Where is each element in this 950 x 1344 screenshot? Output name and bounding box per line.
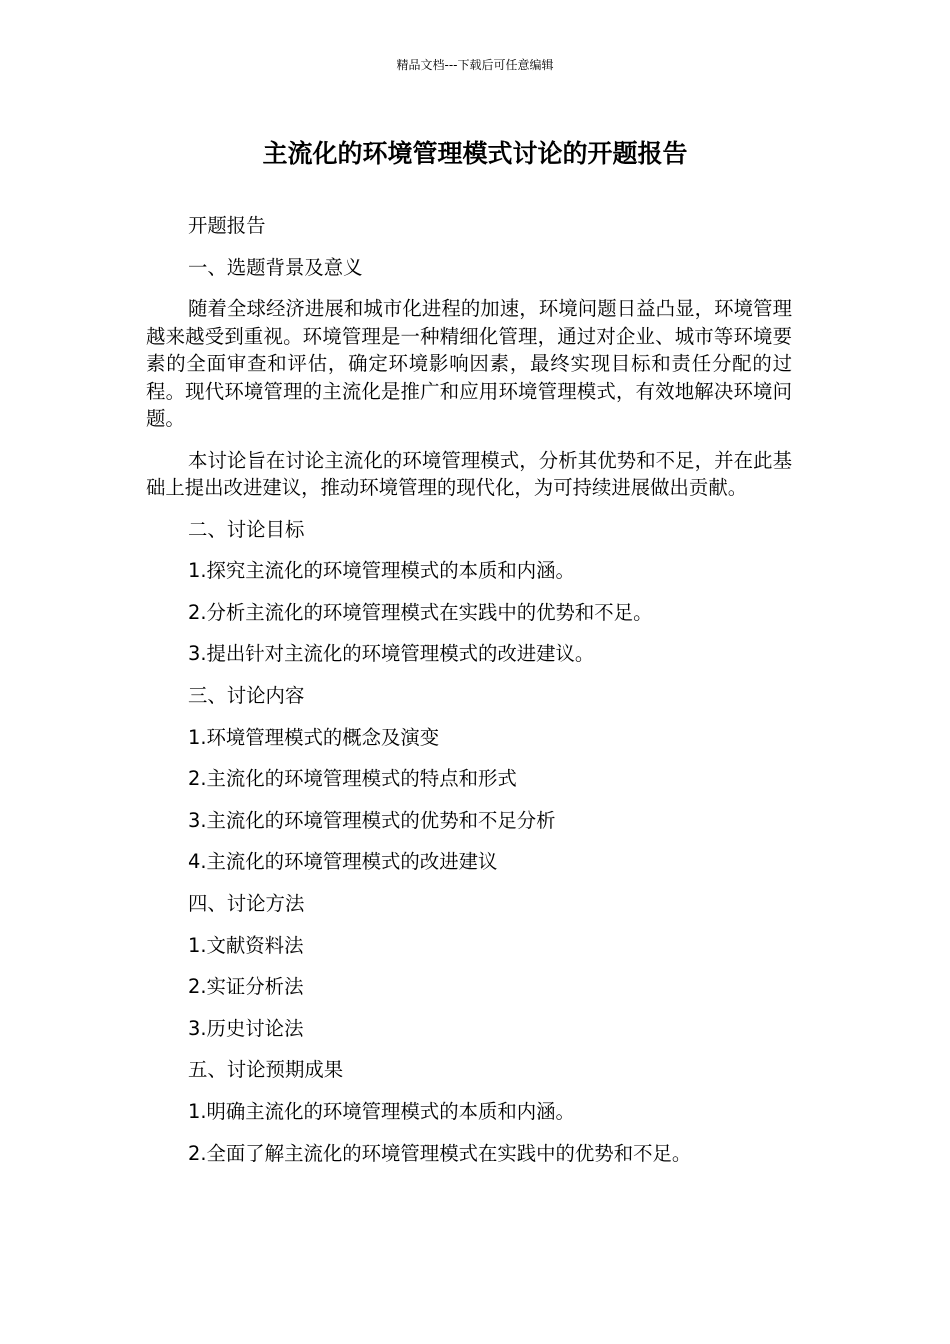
list-item: 2.主流化的环境管理模式的特点和形式 — [188, 767, 517, 791]
list-item: 2.分析主流化的环境管理模式在实践中的优势和不足。 — [188, 600, 653, 624]
list-item: 1.明确主流化的环境管理模式的本质和内涵。 — [188, 1100, 575, 1123]
list-item: 3.主流化的环境管理模式的优势和不足分析 — [188, 808, 556, 832]
section-heading: 三、讨论内容 — [188, 684, 305, 708]
list-item: 4.主流化的环境管理模式的改进建议 — [188, 850, 498, 874]
section-heading: 四、讨论方法 — [188, 892, 305, 916]
section-heading: 二、讨论目标 — [188, 517, 305, 541]
section-heading: 一、选题背景及意义 — [188, 255, 363, 279]
list-item: 3.历史讨论法 — [188, 1016, 304, 1040]
header-note: 精品文档---下载后可任意编辑 — [396, 58, 554, 72]
document-title: 主流化的环境管理模式讨论的开题报告 — [262, 139, 688, 168]
list-item: 1.文献资料法 — [188, 933, 304, 957]
section-label: 开题报告 — [188, 214, 266, 237]
list-item: 3.提出针对主流化的环境管理模式的改进建议。 — [188, 642, 595, 666]
list-item: 2.全面了解主流化的环境管理模式在实践中的优势和不足。 — [188, 1141, 692, 1165]
body-paragraph: 随着全球经济进展和城市化进程的加速，环境问题日益凸显，环境管理越来越受到重视。环境管理是一种精细化管理，通过对企业、城市等环境要素的全面审查和评估，确定环境影响因素，最终实现目标和责任分配的过程。现代环境管理的主流化是推广和应用环境管理模式，有效地解决环境问题。 — [146, 297, 792, 431]
list-item: 1.探究主流化的环境管理模式的本质和内涵。 — [188, 559, 575, 583]
body-paragraph: 本讨论旨在讨论主流化的环境管理模式，分析其优势和不足，并在此基础上提出改进建议，推动环境管理的现代化，为可持续进展做出贡献。 — [146, 448, 792, 500]
section-heading: 五、讨论预期成果 — [188, 1058, 344, 1082]
document-body — [146, 212, 792, 1181]
list-item: 2.实证分析法 — [188, 975, 304, 999]
list-item: 1.环境管理模式的概念及演变 — [188, 725, 440, 749]
